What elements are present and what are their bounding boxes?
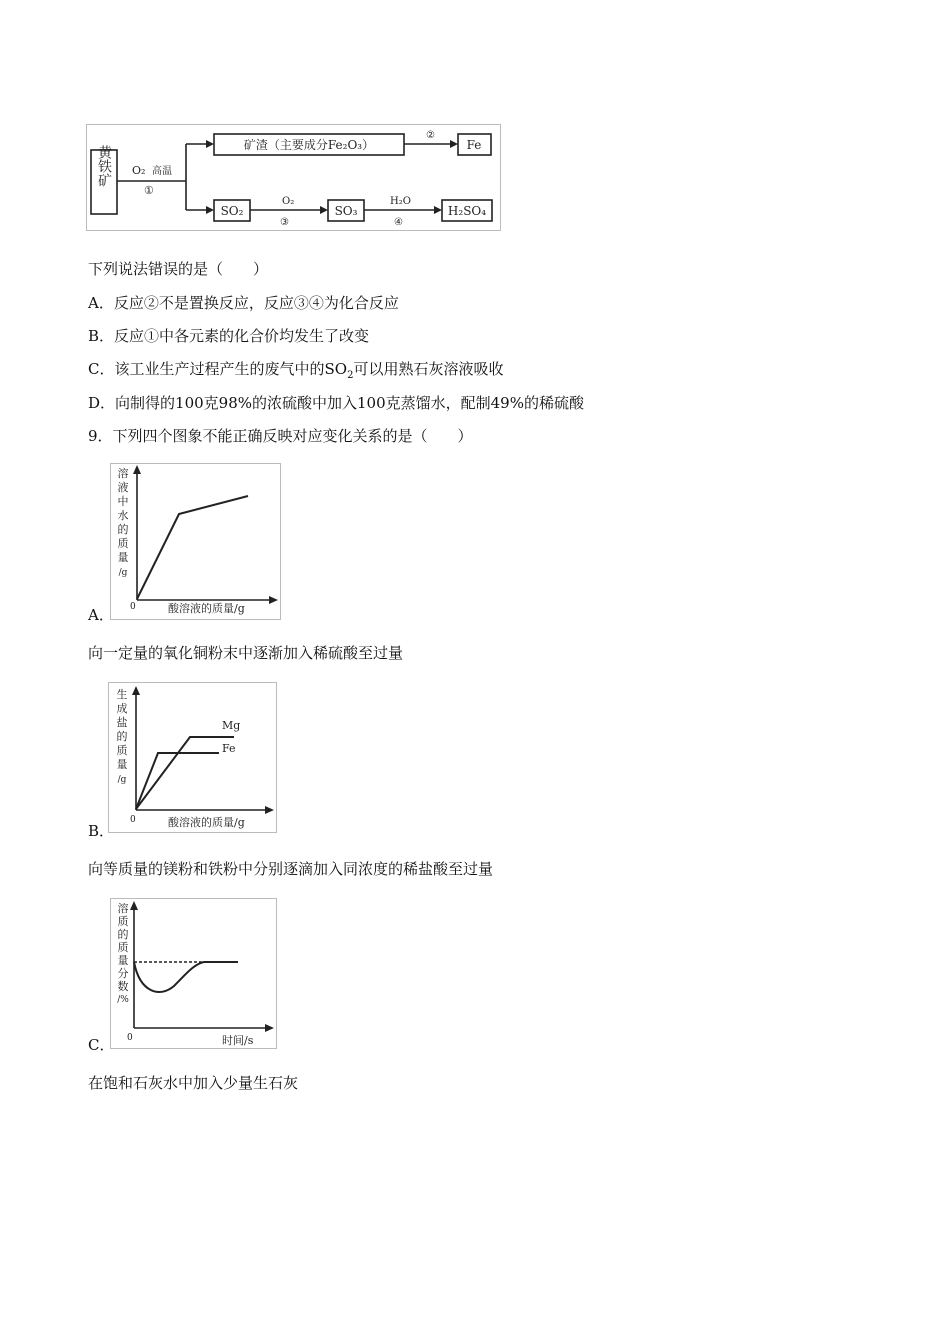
svg-text:质: 质 <box>117 941 129 954</box>
graph-a-origin: 0 <box>130 602 136 612</box>
graph-c-ylabel <box>117 901 129 1005</box>
graph-a-curve <box>137 496 248 599</box>
svg-text:生: 生 <box>116 688 128 701</box>
svg-text:溶: 溶 <box>117 467 129 480</box>
q8-option-b: B．反应①中各元素的化合价均发生了改变 <box>88 327 370 345</box>
graph-a-letter: A． <box>88 606 114 624</box>
graph-c <box>110 898 278 1050</box>
q8-option-d: D．向制得的100克98%的浓硫酸中加入100克蒸馏水，配制49%的稀硫酸 <box>88 394 584 412</box>
step2-number: ② <box>426 130 435 141</box>
svg-text:分: 分 <box>117 967 129 980</box>
svg-text:的: 的 <box>117 928 129 941</box>
process-flowchart <box>86 124 504 234</box>
step1-number: ① <box>144 184 154 197</box>
svg-text:/g: /g <box>117 775 127 785</box>
q9-stem: 9．下列四个图象不能正确反映对应变化关系的是（ ） <box>88 427 473 445</box>
step4-reagent: H₂O <box>390 196 411 207</box>
graph-c-xlabel: 时间/s <box>222 1034 254 1047</box>
fe-label: Fe <box>466 138 482 152</box>
graph-b-fe-line <box>136 753 219 809</box>
svg-text:质: 质 <box>117 537 129 550</box>
q8-option-a: A．反应②不是置换反应，反应③④为化合反应 <box>88 294 399 312</box>
svg-text:溶: 溶 <box>117 902 129 915</box>
q8-option-c: C．该工业生产过程产生的废气中的$SO_2$可以用熟石灰溶液吸收 <box>88 360 504 381</box>
svg-text:量: 量 <box>116 758 128 771</box>
svg-text:量: 量 <box>117 551 129 564</box>
graph-b-caption: 向等质量的镁粉和铁粉中分别逐滴加入同浓度的稀盐酸至过量 <box>88 860 494 878</box>
graph-b-xlabel: 酸溶液的质量/g <box>168 816 245 829</box>
so2-label: SO₂ <box>220 204 244 218</box>
svg-text:质: 质 <box>117 915 129 928</box>
svg-text:的: 的 <box>117 523 129 536</box>
q8-stem: 下列说法错误的是（ ） <box>88 260 269 278</box>
graph-c-caption: 在饱和石灰水中加入少量生石灰 <box>88 1074 299 1092</box>
svg-text:/g: /g <box>118 568 128 578</box>
graph-c-origin: 0 <box>127 1033 133 1043</box>
graph-c-letter: C． <box>88 1036 115 1054</box>
graph-b-label-mg: Mg <box>222 719 241 732</box>
graph-a <box>110 463 282 621</box>
svg-text:液: 液 <box>117 481 129 494</box>
graph-b-origin: 0 <box>130 815 136 825</box>
graph-b <box>108 682 278 834</box>
step3-reagent: O₂ <box>282 196 295 207</box>
step4-number: ④ <box>394 217 403 228</box>
step3-number: ③ <box>280 217 289 228</box>
graph-a-ylabel <box>118 466 129 578</box>
step1-condition: 高温 <box>152 166 172 177</box>
svg-text:质: 质 <box>116 744 128 757</box>
graph-a-caption: 向一定量的氧化铜粉末中逐渐加入稀硫酸至过量 <box>88 644 404 662</box>
step1-reagent: O₂ <box>132 164 146 177</box>
graph-b-ylabel <box>117 687 128 785</box>
svg-text:中: 中 <box>117 495 129 508</box>
svg-text:/%: /% <box>117 995 129 1005</box>
h2so4-label: H₂SO₄ <box>447 204 487 218</box>
svg-text:水: 水 <box>117 509 129 522</box>
slag-label: 矿渣（主要成分Fe₂O₃） <box>243 138 375 152</box>
svg-text:数: 数 <box>117 980 129 993</box>
so3-label: SO₃ <box>334 204 358 218</box>
graph-a-xlabel: 酸溶液的质量/g <box>168 602 245 615</box>
svg-text:的: 的 <box>116 730 128 743</box>
graph-b-letter: B． <box>88 822 115 840</box>
graph-c-curve <box>134 962 238 992</box>
ore-label: 黄铁矿 <box>96 145 112 187</box>
svg-text:成: 成 <box>116 702 128 715</box>
graph-b-label-fe: Fe <box>222 742 236 755</box>
svg-text:盐: 盐 <box>116 716 128 729</box>
svg-text:量: 量 <box>117 954 129 967</box>
